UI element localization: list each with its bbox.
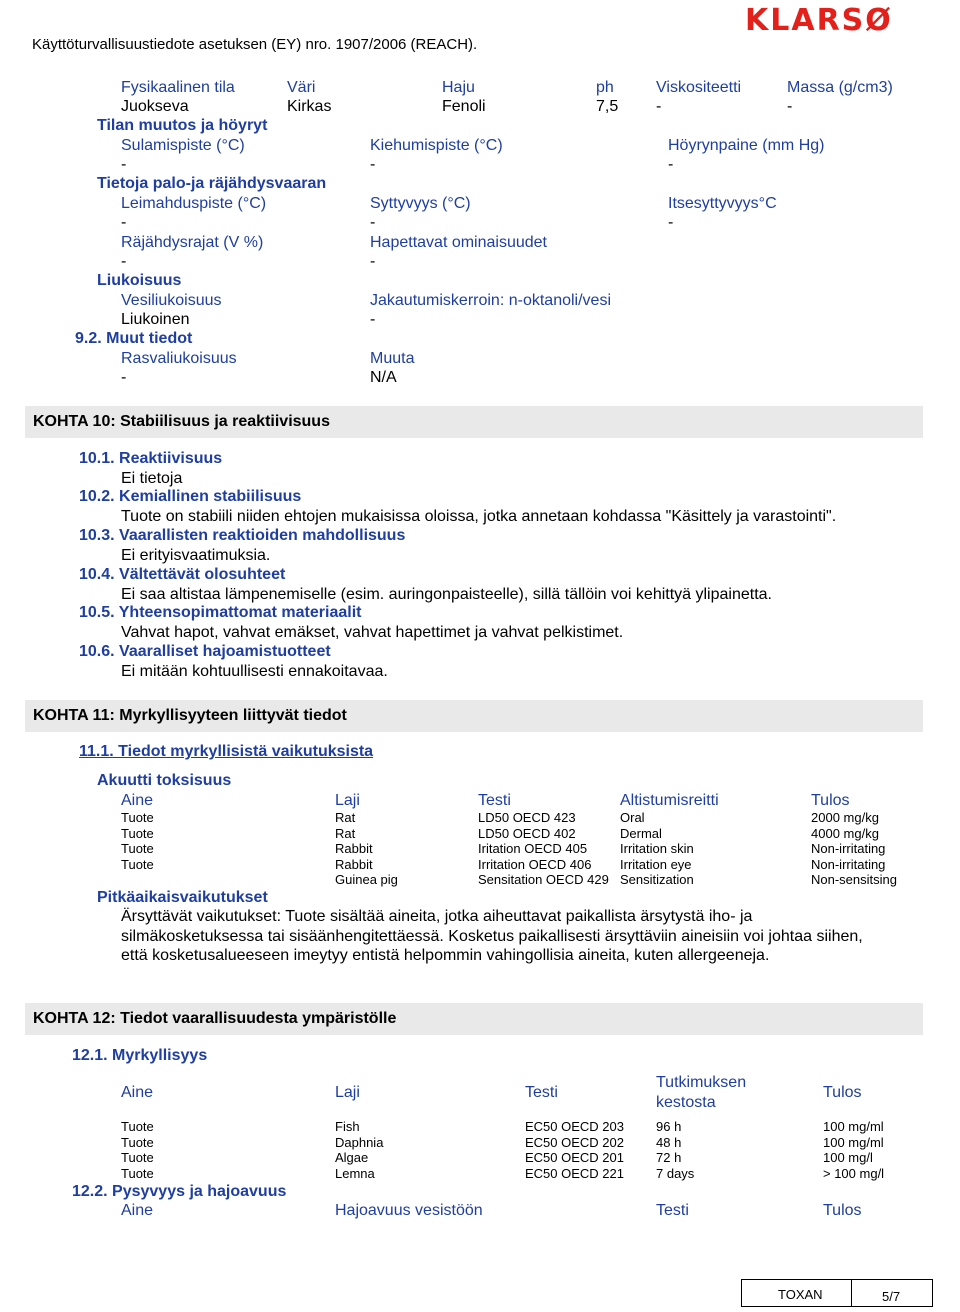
table-cell: 100 mg/ml [823,1119,884,1134]
phys-header: Leimahduspiste (°C) [121,195,267,212]
table-cell: Non-irritating [811,857,886,872]
table-cell: Rat [335,826,356,841]
phys-value: - [668,156,674,173]
subsection-text: Ei mitään kohtuullisesti ennakoitavaa. [121,663,388,680]
table-cell: Rabbit [335,841,373,856]
phys-value: N/A [370,369,397,386]
table-cell: Sensitation OECD 429 [478,872,609,887]
table-cell: Fish [335,1119,360,1134]
table-cell: Rabbit [335,857,373,872]
phys-value: Liukoinen [121,311,190,328]
section-12-heading [25,1003,923,1035]
phys-subtitle: Tietoja palo-ja räjähdysvaaran [97,175,327,192]
table-cell: Dermal [620,826,662,841]
table-cell: Tuote [121,810,154,825]
phys-subtitle: Liukoisuus [97,272,182,289]
table-cell: EC50 OECD 221 [525,1166,624,1181]
acute-toxicity-title: Akuutti toksisuus [97,772,232,789]
phys-header: Syttyvyys (°C) [370,195,471,212]
table-cell: Non-sensitsing [811,872,897,887]
table-cell: 7 days [656,1166,695,1181]
table-header: Aine [121,792,154,809]
phys-value: - [370,214,376,231]
phys-header: Rasvaliukoisuus [121,350,237,367]
long-term-effects-title: Pitkäaikaisvaikutukset [97,889,268,906]
table-cell: 100 mg/ml [823,1135,884,1150]
table-cell: Sensitization [620,872,694,887]
footer-page-number: 5/7 [882,1289,901,1304]
table-cell: Tuote [121,1135,154,1150]
phys-value: - [787,98,793,115]
phys-subtitle: 9.2. Muut tiedot [75,330,193,347]
phys-value: - [370,311,376,328]
subsection-text: Ei erityisvaatimuksia. [121,547,271,564]
phys-value: - [121,214,127,231]
phys-value: Fenoli [442,98,486,115]
table-header: Testi [656,1202,689,1219]
phys-value: - [121,156,127,173]
section-11-heading [25,700,923,732]
table-cell: 100 mg/l [823,1150,873,1165]
phys-header: Fysikaalinen tila [121,79,235,96]
phys-header: Höyrynpaine (mm Hg) [668,137,825,154]
table-cell: Algae [335,1150,369,1165]
section-10-heading [25,406,923,438]
document-title: Käyttöturvallisuustiedote asetuksen (EY) nro. 1907/2006 (REACH). [32,36,478,53]
table-cell: Tuote [121,826,154,841]
subsection-text: Ei saa altistaa lämpenemiselle (esim. auringonpaisteelle), sillä tällöin voi kehittyä ylipainetta. [121,586,772,603]
phys-header: ph [596,79,614,96]
phys-value: 7,5 [596,98,619,115]
subsection-title: 10.3. Vaarallisten reaktioiden mahdollisuus [79,527,406,544]
table-cell: 2000 mg/kg [811,810,879,825]
subsection-title: 10.6. Vaaralliset hajoamistuotteet [79,643,331,660]
table-header: Testi [478,792,511,809]
phys-header: Jakautumiskerroin: n-oktanoli/vesi [370,292,611,309]
table-header: Tulos [823,1084,862,1101]
phys-header: Hapettavat ominaisuudet [370,234,547,251]
phys-header: Kiehumispiste (°C) [370,137,503,154]
phys-header: Itsesyttyvyys°C [668,195,777,212]
subsection-title: 10.1. Reaktiivisuus [79,450,223,467]
subsection-title: 10.4. Vältettävät olosuhteet [79,566,286,583]
table-cell: Non-irritating [811,841,886,856]
phys-value: - [668,214,674,231]
table-header: Tutkimuksen [656,1074,747,1091]
phys-value: Kirkas [287,98,332,115]
table-cell: Iritation OECD 405 [478,841,588,856]
table-cell: LD50 OECD 423 [478,810,576,825]
phys-value: - [121,369,127,386]
phys-value: - [370,156,376,173]
phys-value: - [121,253,127,270]
long-term-effects-text: silmäkosketuksessa tai sisäänhengitettäessä. Kosketus paikallisesti ärsyttäviin aineisiin voi johtaa siihen, [121,928,863,945]
subsection-text: Ei tietoja [121,470,183,487]
phys-subtitle: Tilan muutos ja höyryt [97,117,268,134]
table-cell: Oral [620,810,645,825]
table-header: Tulos [823,1202,862,1219]
phys-header: Räjähdysrajat (V %) [121,234,264,251]
phys-header: Väri [287,79,316,96]
table-cell: Tuote [121,1119,154,1134]
table-cell: Tuote [121,841,154,856]
table-cell: Daphnia [335,1135,384,1150]
table-cell: Tuote [121,1150,154,1165]
subsection-title: 11.1. Tiedot myrkyllisistä vaikutuksista [79,743,374,760]
table-cell: Lemna [335,1166,375,1181]
phys-header: Haju [442,79,475,96]
footer-page-box [851,1279,933,1307]
table-cell: Tuote [121,1166,154,1181]
table-cell: Irritation eye [620,857,692,872]
table-header: kestosta [656,1094,716,1111]
table-cell: Irritation OECD 406 [478,857,592,872]
footer-product-box [741,1279,852,1307]
table-cell: 96 h [656,1119,682,1134]
subsection-text: Vahvat hapot, vahvat emäkset, vahvat hapettimet ja vahvat pelkistimet. [121,624,624,641]
table-cell: 72 h [656,1150,682,1165]
subsection-title: 10.5. Yhteensopimattomat materiaalit [79,604,362,621]
subsection-title: 12.1. Myrkyllisyys [72,1047,208,1064]
table-header: Laji [335,792,360,809]
phys-value: - [656,98,662,115]
phys-value: Juokseva [121,98,189,115]
section-heading-text: KOHTA 10: Stabiilisuus ja reaktiivisuus [33,413,330,430]
table-header: Tulos [811,792,850,809]
table-cell: Rat [335,810,356,825]
table-header: Aine [121,1084,154,1101]
phys-header: Vesiliukoisuus [121,292,222,309]
table-cell: EC50 OECD 202 [525,1135,624,1150]
long-term-effects-text: että kosketusalueeseen imeytyy entistä helpommin vahingollisia aineita, kuten allergeeneja. [121,947,770,964]
table-cell: LD50 OECD 402 [478,826,576,841]
phys-header: Sulamispiste (°C) [121,137,245,154]
table-header: Altistumisreitti [620,792,719,809]
subsection-title: 12.2. Pysyvyys ja hajoavuus [72,1183,287,1200]
table-cell: Guinea pig [335,872,398,887]
section-heading-text: KOHTA 12: Tiedot vaarallisuudesta ympäristölle [33,1010,397,1027]
subsection-text: Tuote on stabiili niiden ehtojen mukaisissa oloissa, jotka annetaan kohdassa "Käsittely ja varastointi". [121,508,837,525]
klarso-logo: KLARSØ [745,3,893,38]
table-cell: Tuote [121,857,154,872]
phys-header: Massa (g/cm3) [787,79,893,96]
table-cell: 48 h [656,1135,682,1150]
footer-product: TOXAN [778,1287,823,1302]
phys-header: Viskositeetti [656,79,742,96]
table-header: Laji [335,1084,360,1101]
phys-value: - [370,253,376,270]
phys-header: Muuta [370,350,415,367]
section-heading-text: KOHTA 11: Myrkyllisyyteen liittyvät tiedot [33,707,347,724]
table-header: Hajoavuus vesistöön [335,1202,483,1219]
table-cell: 4000 mg/kg [811,826,879,841]
table-header: Testi [525,1084,558,1101]
table-cell: > 100 mg/l [823,1166,885,1181]
table-cell: EC50 OECD 201 [525,1150,624,1165]
long-term-effects-text: Ärsyttävät vaikutukset: Tuote sisältää aineita, jotka aiheuttavat paikallista ärsytystä iho- ja [121,908,753,925]
table-header: Aine [121,1202,154,1219]
subsection-title: 10.2. Kemiallinen stabiilisuus [79,488,302,505]
table-cell: EC50 OECD 203 [525,1119,624,1134]
table-cell: Irritation skin [620,841,694,856]
